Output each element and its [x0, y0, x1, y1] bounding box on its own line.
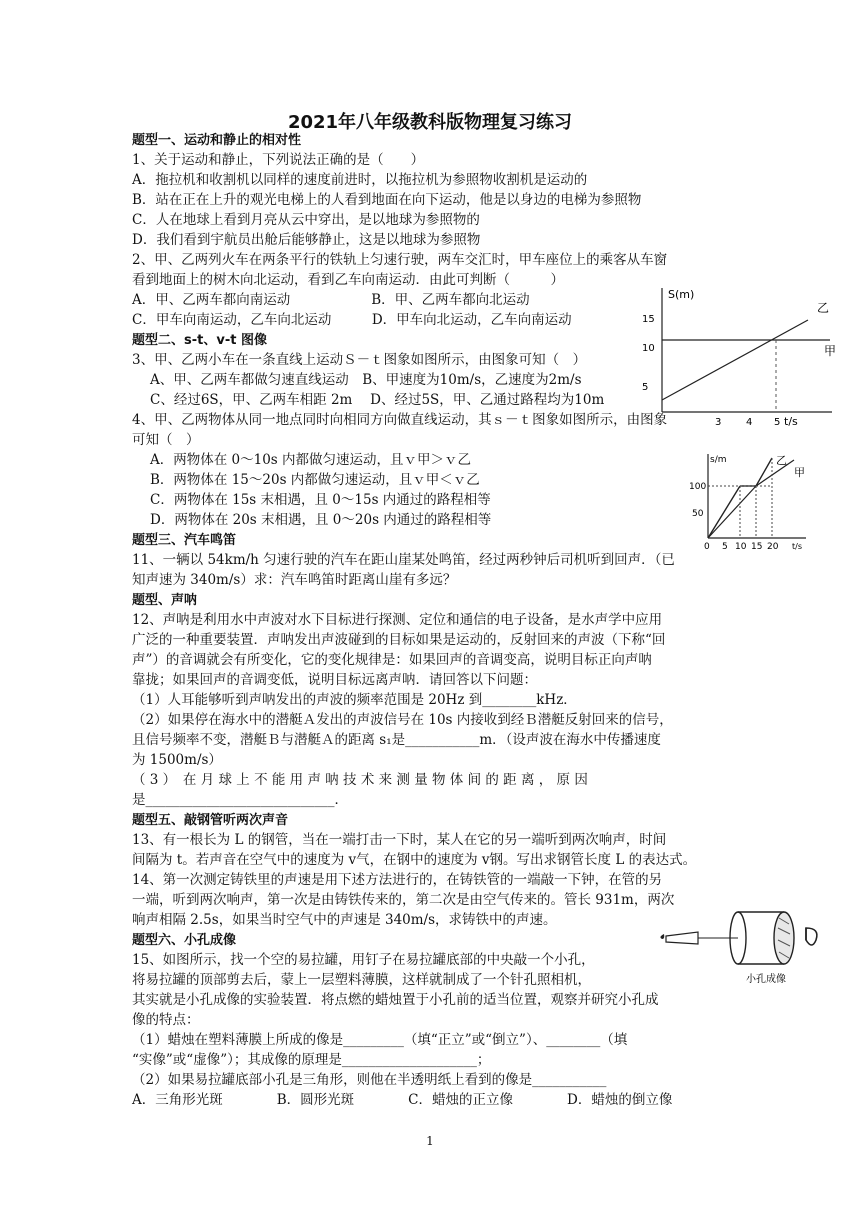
question-line: 知声速为 340m/s）求：汽车鸣笛时距离山崖有多远？ — [132, 572, 457, 588]
question-line: 为 1500m/s） — [132, 752, 222, 768]
y-axis-label: s/m — [710, 455, 727, 465]
option-line: C．两物体在 15s 末相遇，且 0～15s 内通过的路程相等 — [150, 492, 491, 508]
question-line: （2）如果易拉罐底部小孔是三角形，则他在半透明纸上看到的像是___________ — [132, 1072, 607, 1088]
page-number: 1 — [426, 1134, 434, 1148]
option-line: A、甲、乙两车都做匀速直线运动 B、甲速度为10m/s，乙速度为2m/s — [150, 372, 582, 388]
x-tick: 5 — [774, 417, 781, 428]
x-axis-label: t/s — [792, 542, 802, 551]
option-line: B．站在正在上升的观光电梯上的人看到地面在向下运动，他是以身边的电梯为参照物 — [132, 192, 642, 208]
question-line: 靠拢；如果回声的音调变低，说明目标远离声呐．请回答以下问题： — [132, 672, 537, 688]
question-line: 且信号频率不变，潜艇Ｂ与潜艇Ａ的距离 s₁是___________m．（设声波在海水中传播速度 — [132, 732, 661, 748]
section-heading: 题型、声呐 — [132, 593, 198, 608]
y-tick: 10 — [642, 343, 655, 354]
question-line: 间隔为 t。若声音在空气中的速度为 v气，在钢中的速度为 v钢。写出求钢管长度 L 的表达式。 — [132, 852, 697, 868]
x-tick: 15 — [751, 542, 763, 552]
question-line: 响声相隔 2.5s，如果当时空气中的声速是 340m/s，求铸铁中的声速。 — [132, 912, 557, 928]
y-tick: 100 — [689, 482, 707, 492]
x-axis-label: t/s — [784, 415, 798, 428]
x-tick: 5 — [722, 542, 728, 552]
question-line: 13、有一根长为 L 的钢管，当在一端打击一下时，某人在它的另一端听到两次响声，时间 — [132, 832, 667, 848]
option-line: C．甲车向南运动，乙车向北运动 D．甲车向北运动，乙车向南运动 — [132, 312, 572, 328]
question-line: 11、一辆以 54km/h 匀速行驶的汽车在距山崖某处鸣笛，经过两秒钟后司机听到回声．（已 — [132, 552, 675, 568]
question-line: 其实就是小孔成像的实验装置．将点燃的蜡烛置于小孔前的适当位置，观察并研究小孔成 — [132, 992, 659, 1008]
series-label-jia: 甲 — [794, 466, 805, 479]
option-line: D．两物体在 20s 末相遇，且 0～20s 内通过的路程相等 — [150, 512, 492, 528]
question-line: 1、关于运动和静止，下列说法正确的是（ ） — [132, 152, 425, 168]
question-line: 3、甲、乙两小车在一条直线上运动Ｓ－ｔ图象如图所示，由图象可知（ ） — [132, 352, 587, 368]
series-label-yi: 乙 — [776, 454, 787, 467]
section-heading: 题型三、汽车鸣笛 — [132, 533, 237, 548]
question-line: 一端，听到两次响声，第一次是由铸铁传来的，第二次是由空气传来的。管长 931m，两次 — [132, 892, 675, 908]
section-heading: 题型二、s-t、v-t 图像 — [132, 333, 267, 348]
x-tick: 10 — [735, 542, 747, 552]
figure-caption: 小孔成像 — [746, 974, 786, 985]
st-graph-figure-1 — [632, 282, 858, 428]
x-tick: 0 — [704, 542, 710, 552]
option-line: C．人在地球上看到月亮从云中穿出，是以地球为参照物的 — [132, 212, 480, 228]
y-tick: 50 — [692, 509, 704, 519]
option-line: A．三角形光斑 B．圆形光斑 C．蜡烛的正立像 D．蜡烛的倒立像 — [132, 1092, 673, 1108]
question-line: 看到地面上的树木向北运动，看到乙车向南运动．由此可判断（ ） — [132, 272, 564, 288]
question-line: 15、如图所示，找一个空的易拉罐，用钉子在易拉罐底部的中央敲一个小孔， — [132, 952, 595, 968]
question-line: 2、甲、乙两列火车在两条平行的铁轨上匀速行驶，两车交汇时，甲车座位上的乘客从车窗 — [132, 252, 668, 268]
option-line: D．我们看到宇航员出舱后能够静止，这是以地球为参照物 — [132, 232, 481, 248]
question-line: 是____________________________． — [132, 792, 348, 808]
question-line: （2）如果停在海水中的潜艇Ａ发出的声波信号在 10s 内接收到经Ｂ潜艇反射回来的信号， — [132, 712, 673, 728]
question-line: 将易拉罐的顶部剪去后，蒙上一层塑料薄膜，这样就制成了一个针孔照相机， — [132, 972, 591, 988]
question-line: 12、声呐是利用水中声波对水下目标进行探测、定位和通信的电子设备，是水声学中应用 — [132, 612, 663, 628]
page-title: 2021年八年级教科版物理复习练习 — [287, 112, 573, 133]
y-axis-label: S(m) — [668, 288, 695, 301]
x-tick: 20 — [767, 542, 779, 552]
option-line: A．两物体在 0～10s 内都做匀速运动，且ｖ甲＞ｖ乙 — [150, 452, 472, 468]
question-line: 14、第一次测定铸铁里的声速是用下述方法进行的，在铸铁管的一端敲一下钟，在管的另 — [132, 872, 663, 888]
question-line: 可知（ ） — [132, 432, 200, 448]
option-line: A．甲、乙两车都向南运动 B．甲、乙两车都向北运动 — [132, 292, 530, 308]
question-line: 广泛的一种重要装置．声呐发出声波碰到的目标如果是运动的，反射回来的声波（下称“回 — [132, 632, 666, 648]
series-label-jia: 甲 — [824, 344, 837, 358]
x-tick: 3 — [715, 417, 722, 428]
question-line: （1）人耳能够听到声呐发出的声波的频率范围是 20Hz 到________kHz． — [132, 692, 577, 708]
x-tick: 4 — [746, 417, 753, 428]
option-line: C、经过6S，甲、乙两车相距 2m D、经过5S，甲、乙通过路程均为10m — [150, 392, 605, 408]
question-line: 像的特点： — [132, 1012, 200, 1028]
question-line: （1）蜡烛在塑料薄膜上所成的像是_________（填“正立”或“倒立”）、________（填 — [132, 1032, 628, 1048]
section-heading: 题型六、小孔成像 — [132, 933, 237, 948]
option-line: B．两物体在 15～20s 内都做匀速运动，且ｖ甲＜ｖ乙 — [150, 472, 480, 488]
series-label-yi: 乙 — [817, 301, 830, 315]
section-heading: 题型五、敲钢管听两次声音 — [132, 813, 289, 828]
y-tick: 5 — [642, 382, 649, 393]
option-line: A．拖拉机和收割机以同样的速度前进时，以拖拉机为参照物收割机是运动的 — [132, 172, 588, 188]
question-line: 声”）的音调就会有所变化，它的变化规律是：如果回声的音调变高，说明目标正向声呐 — [132, 652, 652, 668]
question-line: 4、甲、乙两物体从同一地点同时向相同方向做直线运动，其ｓ－ｔ图象如图所示，由图象 — [132, 412, 668, 428]
question-line: （ 3 ） 在 月 球 上 不 能 用 声 呐 技 术 来 测 量 物 体 间 的 距 离 ， 原 因 — [132, 772, 588, 788]
pinhole-camera-figure — [660, 906, 830, 988]
st-graph-figure-2 — [688, 450, 816, 556]
question-line: “实像”或“虚像”）；其成像的原理是____________________； — [132, 1052, 491, 1068]
section-heading: 题型一、运动和静止的相对性 — [132, 133, 302, 148]
y-tick: 15 — [642, 314, 655, 325]
